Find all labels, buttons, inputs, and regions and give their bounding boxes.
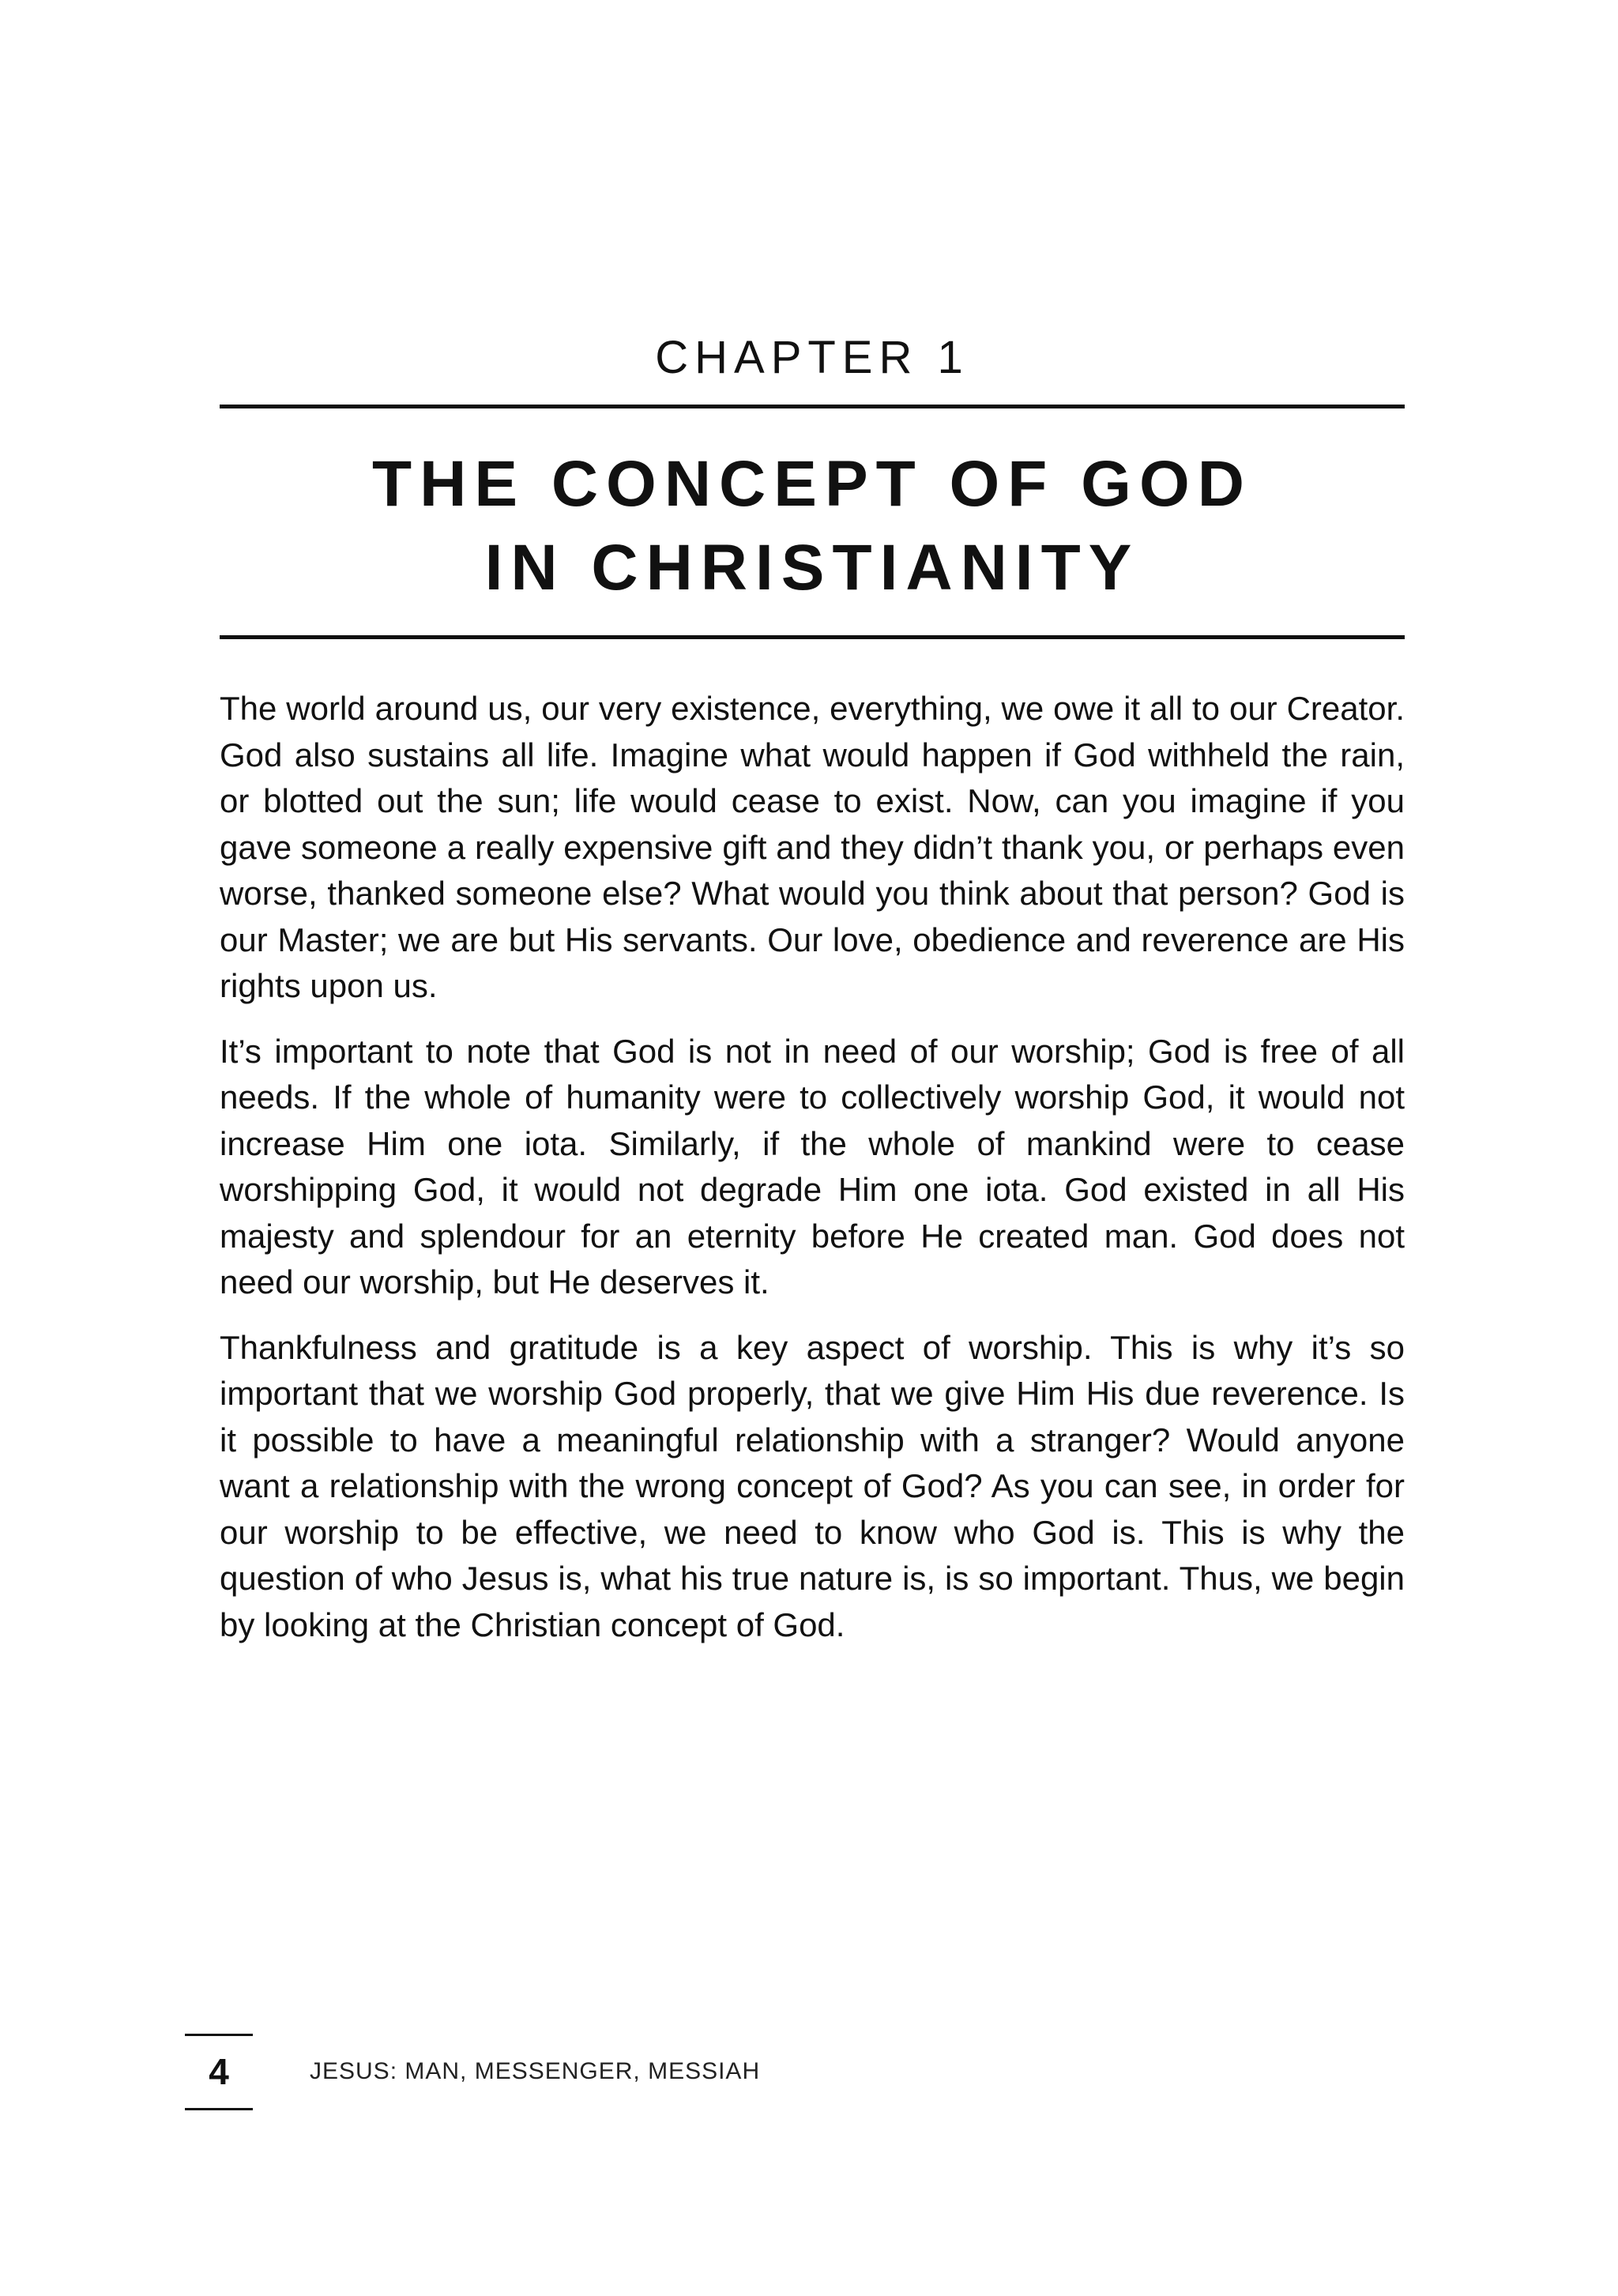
chapter-label: CHAPTER 1 — [655, 332, 969, 383]
running-footer-title: JESUS: MAN, MESSENGER, MESSIAH — [310, 2058, 761, 2084]
chapter-title-line-2: IN CHRISTIANITY — [484, 532, 1140, 604]
page-number: 4 — [209, 2051, 229, 2092]
chapter-body — [220, 686, 1405, 1667]
chapter-title — [220, 442, 1405, 610]
body-paragraph: Thankfulness and gratitude is a key aspect of worship. This is why it’s so important that we worship God properly, that we give Him His due reverence. Is it possible to have a meaningful relationship with a stranger? Would anyone want a relationship with the wrong concept of God? As you can see, in order for our worship to be effective, we need to know who God is. This is why the question of who Jesus is, what his true nature is, is so important. Thus, we begin by looking at the Christian concept of God. — [220, 1328, 1405, 1643]
title-divider-bottom — [220, 635, 1405, 639]
chapter-title-line-1: THE CONCEPT OF GOD — [372, 448, 1252, 520]
body-paragraph: It’s important to note that God is not in need of our worship; God is free of all needs. If the whole of humanity were to collectively worship God, it would not increase Him one iota. Similarly, if the whole of mankind were to cease worshipping God, it would not degrade Him one iota. God existed in all His majesty and splendour for an eternity before He created man. God does not need our worship, but He deserves it. — [220, 1032, 1405, 1300]
page-number-rule-bottom — [185, 2108, 253, 2110]
body-paragraph: The world around us, our very existence, everything, we owe it all to our Creator. God also sustains all life. Imagine what would happen if God withheld the rain, or blotted out the sun; life would cease to exist. Now, can you imagine if you gave someone a really expensive gift and they didn’t thank you, or perhaps even worse, thanked someone else? What would you think about that person? God is our Master; we are but His servants. Our love, obedience and reverence are His rights upon us. — [220, 690, 1405, 1004]
title-divider-top — [220, 405, 1405, 408]
